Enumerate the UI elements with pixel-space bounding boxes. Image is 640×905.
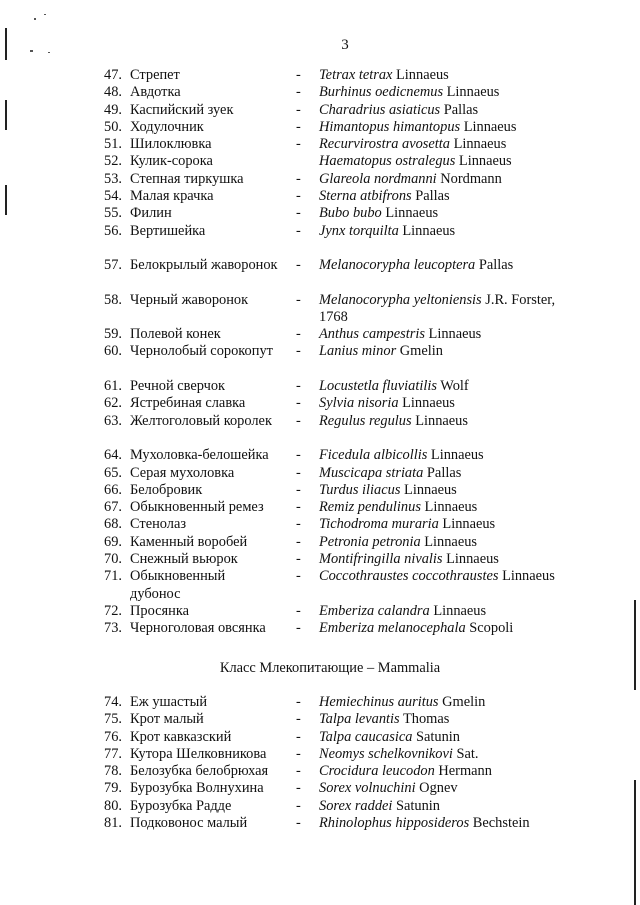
species-row: [0, 603, 640, 620]
species-row: [0, 551, 640, 568]
species-row: [0, 257, 640, 292]
latin-binomial: Melanocorypha yeltoniensis: [319, 291, 482, 308]
class-heading-mammalia: Класс Млекопитающие – Mammalia: [219, 660, 441, 676]
species-russian-name: Филин: [130, 205, 172, 222]
latin-author: Scopoli: [465, 620, 514, 637]
mammals-species-list: [0, 694, 640, 832]
species-russian-name: Крот кавказский: [130, 728, 232, 745]
species-separator-dash: -: [296, 499, 301, 516]
latin-author: Ognev: [415, 780, 458, 797]
species-russian-name: Снежный вьюрок: [130, 551, 238, 568]
latin-author: Linnaeus: [420, 533, 478, 550]
latin-binomial: Recurvirostra avosetta: [319, 136, 450, 153]
species-separator-dash: -: [296, 763, 301, 780]
latin-author: Linnaeus: [398, 395, 455, 412]
species-russian-name: Шилоклювка: [130, 136, 212, 153]
species-russian-name: Бурозубка Радде: [130, 797, 232, 814]
species-number: 64.: [104, 447, 122, 464]
species-russian-name: Мухоловка-белошейка: [130, 447, 269, 464]
latin-author: Satunin: [392, 797, 440, 814]
latin-binomial: Anthus campestris: [319, 326, 425, 343]
species-number: 72.: [104, 602, 122, 619]
latin-binomial: Emberiza calandra: [319, 602, 430, 619]
species-separator-dash: -: [296, 118, 301, 135]
species-separator-dash: -: [296, 378, 301, 395]
latin-author: Linnaeus: [392, 67, 449, 83]
species-russian-name: Подковонос малый: [130, 815, 248, 832]
species-russian-name: Бурозубка Волнухина: [130, 780, 264, 797]
species-russian-name: Вертишейка: [130, 222, 206, 239]
latin-binomial: Hemiechinus auritus: [319, 694, 439, 710]
latin-author: Linnaeus: [449, 136, 507, 153]
species-russian-name: Ястребиная славка: [130, 395, 246, 412]
latin-binomial: Melanocorypha leucoptera: [319, 256, 476, 273]
species-number: 59.: [104, 326, 122, 343]
species-separator-dash: -: [296, 136, 301, 153]
species-latin-name: [319, 223, 579, 240]
latin-binomial: Charadrius asiaticus: [319, 101, 441, 118]
latin-author: Linnaeus: [398, 222, 456, 239]
latin-author: Linnaeus: [427, 447, 484, 464]
species-row: [0, 763, 640, 780]
species-russian-name: Еж ушастый: [130, 694, 208, 710]
species-number: 47.: [104, 67, 122, 83]
species-russian-name: Серая мухоловка: [130, 464, 235, 481]
species-latin-name: [319, 465, 579, 482]
species-row: [0, 568, 640, 603]
species-separator-dash: -: [296, 551, 301, 568]
latin-binomial: Tetrax tetrax: [319, 67, 393, 83]
species-latin-name: [319, 568, 579, 585]
species-row: [0, 378, 640, 395]
latin-author: Hermann: [434, 763, 492, 780]
latin-author: Nordmann: [436, 170, 502, 187]
latin-author: Satunin: [412, 728, 460, 745]
latin-binomial: Lanius minor: [319, 343, 397, 360]
latin-binomial: Regulus regulus: [319, 412, 412, 429]
species-separator-dash: -: [296, 533, 301, 550]
species-separator-dash: -: [296, 711, 301, 728]
species-number: 78.: [104, 763, 122, 780]
species-row: [0, 119, 640, 136]
species-latin-name: [319, 188, 579, 205]
species-latin-name: [319, 102, 579, 119]
species-russian-name: Белокрылый жаворонок: [130, 256, 278, 273]
species-separator-dash: -: [296, 745, 301, 762]
latin-author: Linnaeus: [460, 118, 517, 135]
species-latin-name: [319, 67, 579, 84]
species-latin-name: [319, 499, 579, 516]
species-latin-name: [319, 780, 579, 797]
species-number: 81.: [104, 815, 122, 832]
latin-binomial: Locustetla fluviatilis: [319, 378, 437, 395]
species-separator-dash: -: [296, 291, 301, 308]
species-row: [0, 729, 640, 746]
species-number: 69.: [104, 533, 122, 550]
species-row: [0, 395, 640, 412]
species-separator-dash: -: [296, 256, 301, 273]
species-separator-dash: -: [296, 326, 301, 343]
species-number: 79.: [104, 780, 122, 797]
species-latin-name: [319, 413, 579, 430]
species-russian-name: Степная тиркушка: [130, 170, 244, 187]
species-separator-dash: -: [296, 343, 301, 360]
species-russian-name: Каменный воробей: [130, 533, 248, 550]
species-number: 56.: [104, 222, 122, 239]
latin-binomial: Neomys schelkovnikovi: [319, 745, 453, 762]
birds-species-list: [0, 67, 640, 638]
species-russian-name: Белозубка белобрюхая: [130, 763, 269, 780]
species-row: [0, 620, 640, 637]
species-number: 66.: [104, 481, 122, 498]
species-number: 70.: [104, 551, 122, 568]
species-russian-name: Малая крачка: [130, 188, 214, 205]
latin-binomial: Himantopus himantopus: [319, 118, 461, 135]
species-number: 65.: [104, 464, 122, 481]
latin-binomial: Haematopus ostralegus: [319, 153, 456, 170]
species-separator-dash: -: [296, 412, 301, 429]
species-row: [0, 102, 640, 119]
species-separator-dash: -: [296, 728, 301, 745]
species-latin-name: [319, 482, 579, 499]
species-separator-dash: -: [296, 170, 301, 187]
species-number: 63.: [104, 412, 122, 429]
species-separator-dash: -: [296, 395, 301, 412]
latin-author: Linnaeus: [420, 499, 478, 516]
latin-author: Linnaeus: [411, 412, 468, 429]
species-latin-name: [319, 378, 579, 395]
species-russian-name: Крот малый: [130, 711, 204, 728]
latin-author: Linnaeus: [438, 516, 496, 533]
species-number: 80.: [104, 797, 122, 814]
species-latin-name: [319, 205, 579, 222]
species-russian-name: Кулик-сорока: [130, 153, 213, 170]
species-russian-name: Черный жаворонок: [130, 291, 249, 308]
species-separator-dash: -: [296, 188, 301, 205]
species-russian-name: Обыкновенный дубонос: [130, 568, 226, 602]
species-number: 49.: [104, 101, 122, 118]
latin-binomial: Rhinolophus hipposideros: [319, 815, 470, 832]
species-number: 51.: [104, 136, 122, 153]
species-separator-dash: -: [296, 222, 301, 239]
latin-binomial: Glareola nordmanni: [319, 170, 437, 187]
species-number: 76.: [104, 728, 122, 745]
species-latin-name: [319, 746, 579, 763]
species-russian-name: Каспийский зуек: [130, 101, 234, 118]
species-separator-dash: -: [296, 481, 301, 498]
species-number: 52.: [104, 153, 122, 170]
latin-binomial: Bubo bubo: [319, 205, 382, 222]
species-separator-dash: -: [296, 464, 301, 481]
species-latin-name: [319, 136, 579, 153]
latin-author: J.R. Forster, 1768: [319, 291, 556, 325]
species-latin-name: [319, 84, 579, 101]
species-latin-name: [319, 620, 579, 637]
latin-author: Sat.: [452, 745, 479, 762]
latin-author: Pallas: [475, 256, 514, 273]
latin-binomial: Tichodroma muraria: [319, 516, 439, 533]
species-number: 55.: [104, 205, 122, 222]
species-russian-name: Обыкновенный ремез: [130, 499, 264, 516]
species-number: 50.: [104, 118, 122, 135]
latin-author: Gmelin: [396, 343, 443, 360]
species-row: [0, 798, 640, 815]
species-separator-dash: -: [296, 694, 301, 710]
species-latin-name: [319, 171, 579, 188]
species-separator-dash: -: [296, 84, 301, 101]
species-number: 62.: [104, 395, 122, 412]
latin-binomial: Coccothraustes coccothraustes: [319, 568, 499, 585]
species-row: [0, 67, 640, 84]
latin-author: Gmelin: [438, 694, 486, 710]
species-separator-dash: -: [296, 101, 301, 118]
species-number: 57.: [104, 256, 122, 273]
species-latin-name: [319, 343, 579, 360]
latin-author: Pallas: [440, 101, 479, 118]
latin-binomial: Turdus iliacus: [319, 481, 401, 498]
species-latin-name: [319, 729, 579, 746]
species-row: [0, 326, 640, 343]
latin-author: Linnaeus: [400, 481, 457, 498]
species-latin-name: [319, 395, 579, 412]
latin-binomial: Sterna atbifrons: [319, 188, 412, 205]
species-row: [0, 171, 640, 188]
species-latin-name: [319, 516, 579, 533]
species-number: 77.: [104, 745, 122, 762]
species-row: [0, 780, 640, 797]
latin-author: Linnaeus: [424, 326, 482, 343]
species-number: 75.: [104, 711, 122, 728]
scan-speck: [34, 18, 36, 20]
species-row: [0, 694, 640, 711]
species-latin-name: [319, 292, 579, 327]
species-row: [0, 136, 640, 153]
species-row: [0, 482, 640, 499]
latin-binomial: Muscicapa striata: [319, 464, 424, 481]
species-row: [0, 746, 640, 763]
latin-author: Linnaeus: [498, 568, 555, 585]
latin-binomial: Emberiza melanocephala: [319, 620, 466, 637]
species-number: 67.: [104, 499, 122, 516]
latin-binomial: Jynx torquilta: [319, 222, 399, 239]
species-number: 53.: [104, 170, 122, 187]
species-row: [0, 343, 640, 378]
species-separator-dash: -: [296, 780, 301, 797]
species-latin-name: [319, 257, 579, 274]
species-separator-dash: -: [296, 67, 301, 83]
species-latin-name: [319, 153, 579, 170]
scan-speck: [44, 14, 46, 15]
species-separator-dash: -: [296, 447, 301, 464]
species-row: [0, 223, 640, 257]
latin-author: Linnaeus: [442, 551, 499, 568]
latin-author: Bechstein: [469, 815, 530, 832]
species-number: 54.: [104, 188, 122, 205]
latin-author: Pallas: [423, 464, 462, 481]
species-number: 73.: [104, 620, 122, 637]
species-russian-name: Кутора Шелковникова: [130, 745, 267, 762]
species-row: [0, 534, 640, 551]
species-latin-name: [319, 326, 579, 343]
species-latin-name: [319, 534, 579, 551]
species-separator-dash: -: [296, 815, 301, 832]
species-number: 48.: [104, 84, 122, 101]
species-row: [0, 447, 640, 464]
species-row: [0, 188, 640, 205]
species-row: [0, 465, 640, 482]
species-russian-name: Авдотка: [130, 84, 181, 101]
species-separator-dash: -: [296, 568, 301, 585]
species-russian-name: Черноголовая овсянка: [130, 620, 266, 637]
species-russian-name: Чернолобый сорокопут: [130, 343, 273, 360]
species-latin-name: [319, 815, 579, 832]
species-row: [0, 516, 640, 533]
species-separator-dash: -: [296, 620, 301, 637]
species-russian-name: Белобровик: [130, 481, 203, 498]
species-number: 58.: [104, 291, 122, 308]
latin-binomial: Remiz pendulinus: [319, 499, 421, 516]
species-separator-dash: -: [296, 516, 301, 533]
latin-binomial: Sorex volnuchini: [319, 780, 416, 797]
species-number: 71.: [104, 568, 122, 585]
species-latin-name: [319, 603, 579, 620]
species-latin-name: [319, 694, 579, 711]
species-russian-name: Ходулочник: [130, 118, 204, 135]
latin-author: Linnaeus: [429, 602, 487, 619]
species-latin-name: [319, 551, 579, 568]
species-number: 74.: [104, 694, 122, 710]
latin-binomial: Sylvia nisoria: [319, 395, 399, 412]
latin-binomial: Ficedula albicollis: [319, 447, 428, 464]
latin-author: Wolf: [436, 378, 469, 395]
species-row: [0, 292, 640, 327]
species-row: [0, 499, 640, 516]
latin-binomial: Montifringilla nivalis: [319, 551, 443, 568]
page-number: 3: [341, 37, 349, 53]
latin-binomial: Talpa caucasica: [319, 728, 413, 745]
latin-binomial: Crocidura leucodon: [319, 763, 435, 780]
species-row: [0, 84, 640, 101]
species-separator-dash: -: [296, 797, 301, 814]
species-number: 60.: [104, 343, 122, 360]
species-number: 61.: [104, 378, 122, 395]
species-russian-name: Стрепет: [130, 67, 180, 83]
species-latin-name: [319, 798, 579, 815]
latin-author: Linnaeus: [455, 153, 512, 170]
species-row: [0, 153, 640, 170]
species-russian-name: Речной сверчок: [130, 378, 226, 395]
latin-binomial: Sorex raddei: [319, 797, 393, 814]
species-russian-name: Стенолаз: [130, 516, 187, 533]
species-russian-name: Просянка: [130, 602, 190, 619]
species-row: [0, 711, 640, 728]
species-separator-dash: -: [296, 602, 301, 619]
species-row: [0, 413, 640, 448]
species-latin-name: [319, 447, 579, 464]
species-russian-name: Желтоголовый королек: [130, 412, 272, 429]
latin-author: Thomas: [399, 711, 450, 728]
species-latin-name: [319, 711, 579, 728]
latin-author: Linnaeus: [381, 205, 439, 222]
latin-author: Pallas: [411, 188, 450, 205]
species-row: [0, 205, 640, 222]
latin-binomial: Talpa levantis: [319, 711, 400, 728]
species-russian-name: Полевой конек: [130, 326, 221, 343]
latin-binomial: Burhinus oedicnemus: [319, 84, 444, 101]
species-row: [0, 815, 640, 832]
species-number: 68.: [104, 516, 122, 533]
latin-author: Linnaeus: [443, 84, 500, 101]
species-latin-name: [319, 763, 579, 780]
species-separator-dash: -: [296, 205, 301, 222]
latin-binomial: Petronia petronia: [319, 533, 421, 550]
species-latin-name: [319, 119, 579, 136]
